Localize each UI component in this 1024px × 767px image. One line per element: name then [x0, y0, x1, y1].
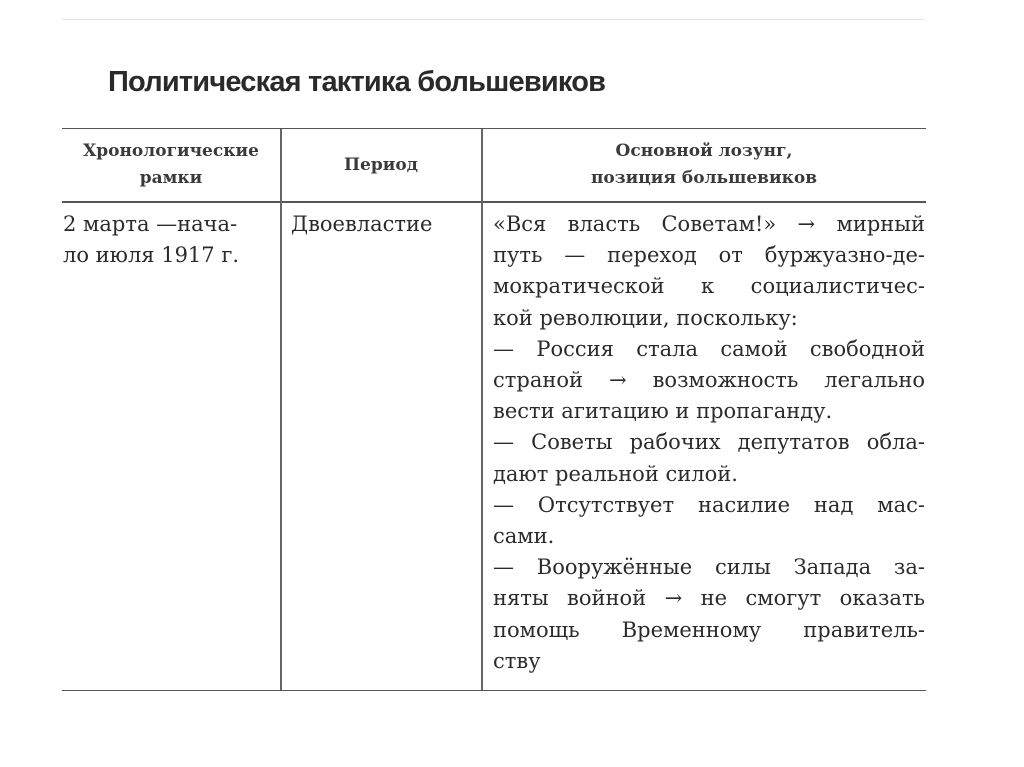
cell-line: ло июля 1917 г. — [63, 243, 239, 268]
cell-line: путь — переход от буржуазно-де- — [493, 243, 925, 268]
cell-line: ству — [493, 648, 541, 673]
cell-line: дают реальной силой. — [493, 461, 738, 486]
header-cell-period — [281, 129, 481, 201]
cell-line: няты войной → не смогут оказать — [493, 586, 925, 611]
cell-line: страной → возможность легально — [493, 368, 925, 393]
cell-line: — Вооружённые силы Запада за- — [493, 555, 925, 580]
cell-line: мократической к социалистичес- — [493, 274, 925, 299]
header-text: Основной лозунг, — [615, 141, 793, 161]
header-text: позиция большевиков — [590, 168, 818, 188]
cell-dates — [62, 209, 280, 271]
header-text: рамки — [139, 168, 203, 188]
cell-line: Двоевластие — [291, 212, 433, 236]
tactics-table — [62, 128, 926, 691]
page-title: Политическая тактика большевиков — [108, 66, 606, 98]
column-dates — [62, 129, 280, 690]
column-period — [281, 129, 481, 690]
header-cell-dates — [62, 129, 280, 201]
cell-line: вести агитацию и пропаганду. — [493, 399, 833, 424]
cell-line: «Вся власть Советам!» → мирный — [493, 212, 925, 236]
cell-line: помощь Временному правитель- — [493, 617, 925, 642]
cell-line: 2 марта —нача- — [63, 212, 238, 236]
cell-line: — Россия стала самой свободной — [493, 336, 925, 361]
column-slogan — [482, 129, 926, 690]
header-cell-slogan — [482, 129, 926, 201]
header-text: Период — [343, 154, 419, 175]
cell-line: сами. — [493, 524, 555, 549]
cell-line: — Отсутствует насилие над мас- — [493, 492, 925, 517]
cell-line: — Советы рабочих депутатов обла- — [493, 430, 925, 455]
header-text: Хронологические — [83, 141, 259, 161]
cell-period — [281, 209, 481, 240]
cell-line: кой революции, поскольку: — [493, 305, 798, 330]
top-divider — [62, 19, 924, 20]
cell-slogan — [482, 209, 925, 677]
